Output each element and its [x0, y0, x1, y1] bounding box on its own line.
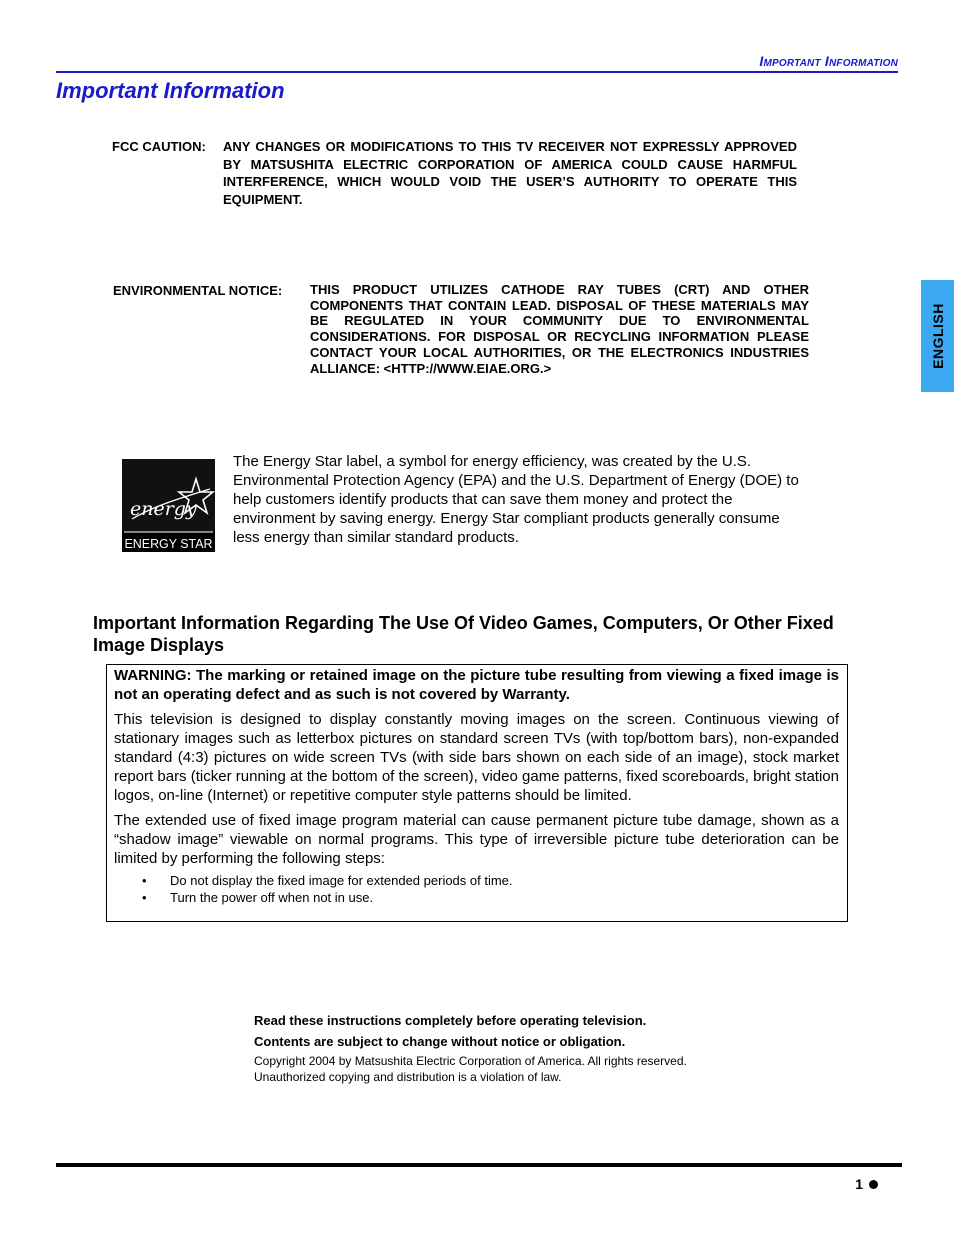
step-text: Do not display the fixed image for extended periods of time. [170, 873, 513, 888]
header-rule [56, 71, 898, 73]
energy-star-logo-label: ENERGY STAR [124, 536, 213, 551]
fixed-image-paragraph-2: The extended use of fixed image program material can cause permanent picture tube damage, shown as a “shadow image” viewable on normal programs. This type of irreversible picture tube deterioration can be limited by performing the following steps: [114, 812, 839, 867]
copyright-line-1: Copyright 2004 by Matsushita Electric Corporation of America. All rights reserved. [254, 1054, 687, 1068]
energy-star-description: The Energy Star label, a symbol for energy efficiency, was created by the U.S. Environmental Protection Agency (EPA) and the U.S. Department of Energy (DOE) to help customers identify products that can save them money and protect the environment by saving energy. Energy Star compliant products generally consume less energy than similar standard products. [233, 453, 799, 546]
bullet-icon: • [142, 890, 147, 905]
step-text: Turn the power off when not in use. [170, 890, 374, 905]
list-item [142, 889, 839, 906]
page-title: Important Information [56, 78, 285, 103]
read-instructions-note: Read these instructions completely before operating television. [254, 1013, 647, 1028]
fixed-image-warning-box [106, 664, 848, 922]
warning-text: WARNING: The marking or retained image on the picture tube resulting from viewing a fixed image is not an operating defect and as such is not covered by Warranty. [114, 667, 839, 703]
bullet-icon: • [142, 873, 147, 888]
running-header: Important Information [759, 53, 898, 69]
fcc-caution-text: ANY CHANGES OR MODIFICATIONS TO THIS TV RECEIVER NOT EXPRESSLY APPROVED BY MATSUSHITA ELECTRIC CORPORATION OF AMERICA COULD CAUSE HARMFUL INTERFERENCE, WHICH WOULD VOID THE USER’S AUTHORITY TO OPERATE THIS EQUIPMENT. [223, 139, 797, 207]
fixed-image-paragraph-1: This television is designed to display constantly moving images on the screen. Continuous viewing of stationary images such as letterbox pictures on standard screen TVs (with top/bottom bars), non-expanded standard (4:3) pictures on wide screen TVs (with side bars shown on each side of an image), stock market report bars (ticker running at the bottom of the screen), video game patterns, fixed scoreboards, bright station logos, on-line (Internet) or repetitive computer style patterns should be limited. [114, 711, 839, 804]
footer-rule [56, 1163, 902, 1167]
fixed-image-heading: Important Information Regarding The Use Of Video Games, Computers, Or Other Fixed Image Displays [93, 613, 834, 655]
environmental-notice-text: THIS PRODUCT UTILIZES CATHODE RAY TUBES (CRT) AND OTHER COMPONENTS THAT CONTAIN LEAD. DISPOSAL OF THESE MATERIALS MAY BE REGULATED IN YOUR COMMUNITY DUE TO ENVIRONMENTAL CONSIDERATIONS. FOR DISPOSAL OR RECYCLING INFORMATION PLEASE CONTACT YOUR LOCAL AUTHORITIES, OR THE ELECTRONICS INDUSTRIES ALLIANCE: <HTTP://WWW.EIAE.ORG.> [310, 282, 809, 376]
copyright-notice [254, 1054, 754, 1085]
copyright-line-2: Unauthorized copying and distribution is a violation of law. [254, 1069, 562, 1084]
energy-script-text: energy [130, 498, 197, 520]
steps-list [114, 872, 839, 906]
page-number-value: 1 [855, 1176, 863, 1192]
footer-notes [254, 1010, 754, 1085]
environmental-notice-label: ENVIRONMENTAL NOTICE: [113, 283, 283, 298]
energy-star-logo [122, 459, 215, 552]
page-number [855, 1176, 878, 1192]
fcc-caution-label: FCC CAUTION: [112, 139, 206, 154]
language-tab [921, 280, 954, 392]
list-item [142, 872, 839, 889]
subject-to-change-note: Contents are subject to change without notice or obligation. [254, 1034, 626, 1049]
bullet-dot-icon [869, 1180, 878, 1189]
language-tab-label: ENGLISH [929, 303, 946, 369]
